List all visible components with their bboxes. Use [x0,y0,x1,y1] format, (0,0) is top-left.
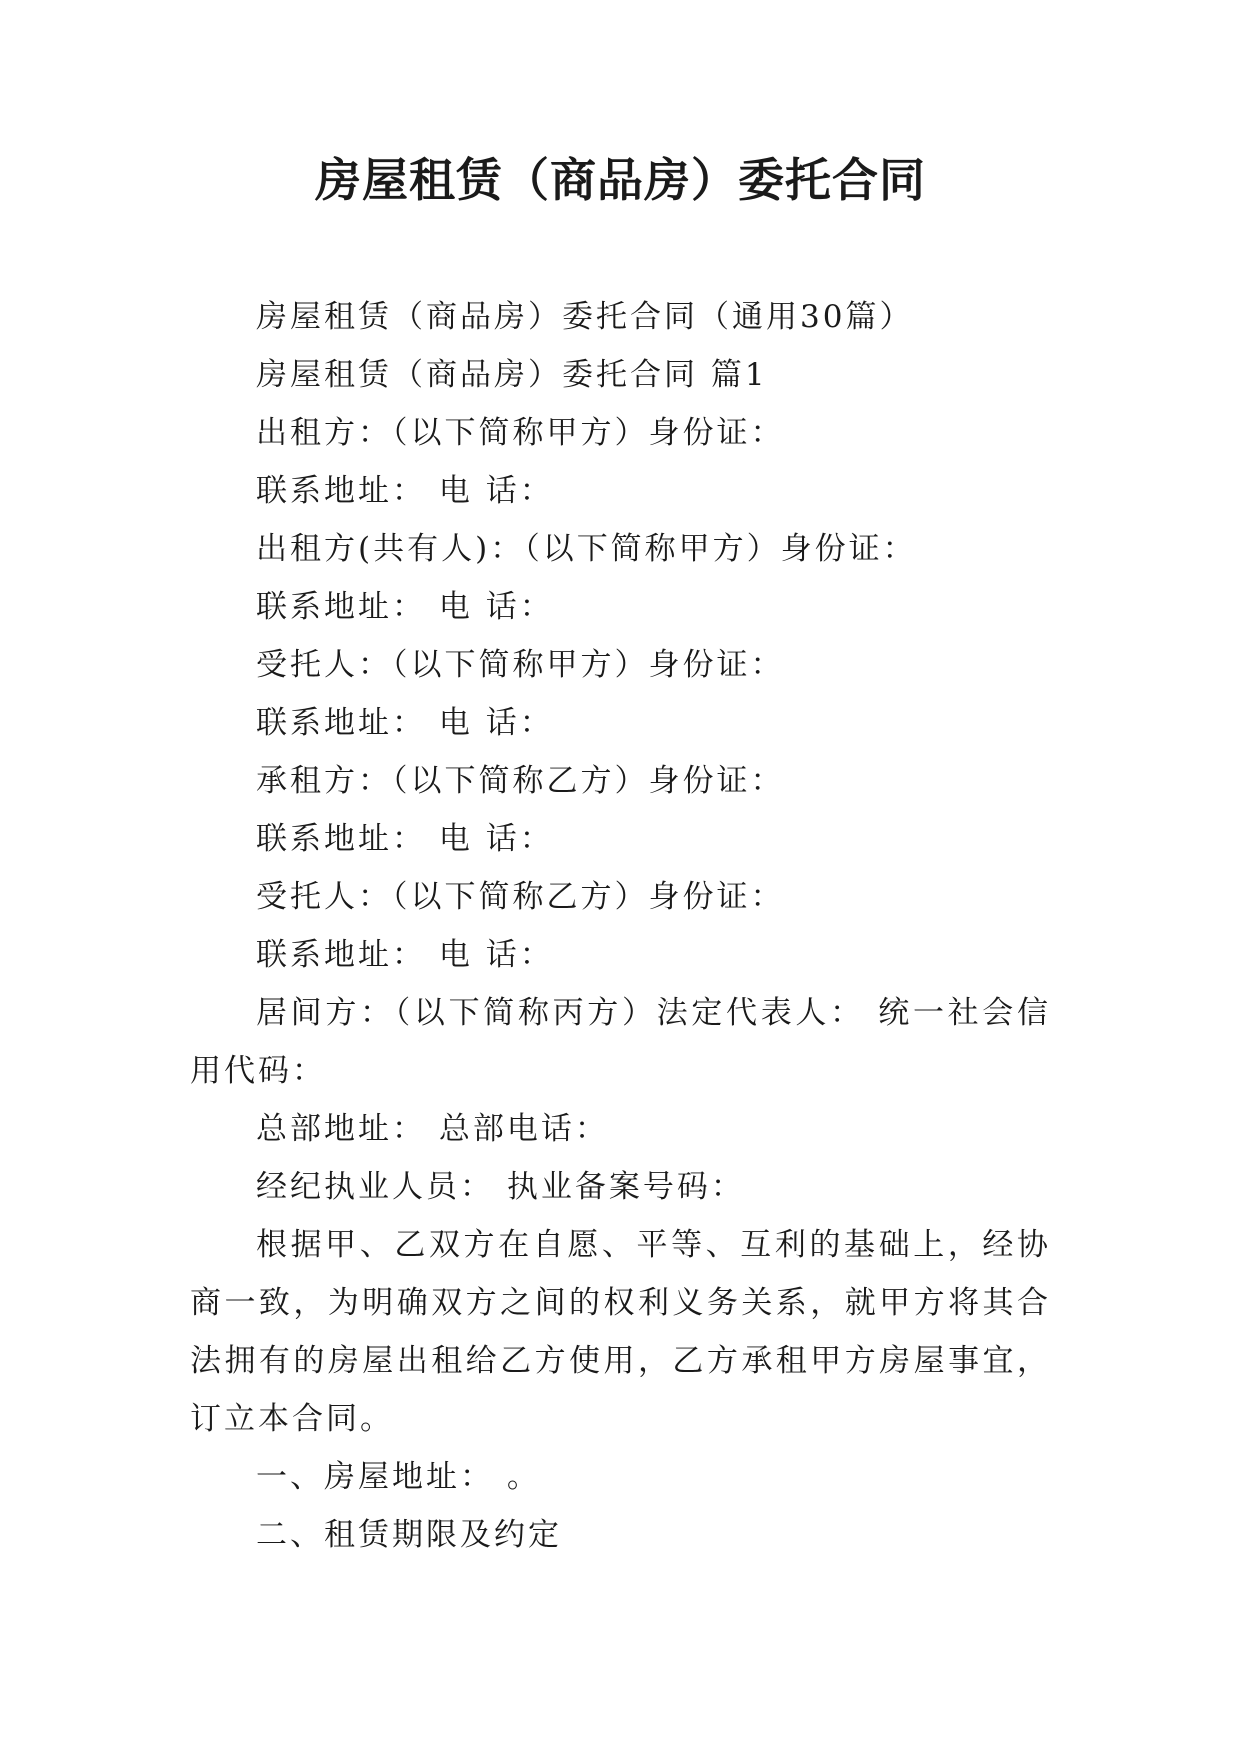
paragraph-lessor-contact: 联系地址： 电 话： [256,473,554,509]
paragraph-lessor: 出租方：（以下简称甲方）身份证： [256,415,785,451]
paragraph-section-heading: 房屋租赁（商品房）委托合同 篇1 [256,357,768,393]
document-body [190,288,1051,1564]
paragraph-co-owner: 出租方(共有人)：（以下简称甲方）身份证： [256,531,917,567]
paragraph-intermediary: 居间方：（以下简称丙方）法定代表人： 统一社会信用代码： [190,995,1051,1089]
paragraph-headquarters: 总部地址： 总部电话： [256,1111,609,1147]
paragraph-lessee-agent-contact: 联系地址： 电 话： [256,937,554,973]
paragraph-broker: 经纪执业人员： 执业备案号码： [256,1169,745,1205]
paragraph-lessor-agent-contact: 联系地址： 电 话： [256,705,554,741]
paragraph-co-owner-contact: 联系地址： 电 话： [256,589,554,625]
paragraph-subtitle: 房屋租赁（商品房）委托合同（通用30篇） [256,299,914,335]
paragraph-lessee-contact: 联系地址： 电 话： [256,821,554,857]
paragraph-lessor-agent: 受托人：（以下简称甲方）身份证： [256,647,785,683]
paragraph-preamble: 根据甲、乙双方在自愿、平等、互利的基础上，经协商一致，为明确双方之间的权利义务关系，就甲方将其合法拥有的房屋出租给乙方使用，乙方承租甲方房屋事宜，订立本合同。 [190,1227,1051,1437]
paragraph-clause-1: 一、房屋地址： 。 [256,1459,541,1495]
paragraph-lessee: 承租方：（以下简称乙方）身份证： [256,763,785,799]
paragraph-clause-2: 二、租赁期限及约定 [256,1517,562,1553]
paragraph-lessee-agent: 受托人：（以下简称乙方）身份证： [256,879,785,915]
document-title: 房屋租赁（商品房）委托合同 [315,153,926,207]
